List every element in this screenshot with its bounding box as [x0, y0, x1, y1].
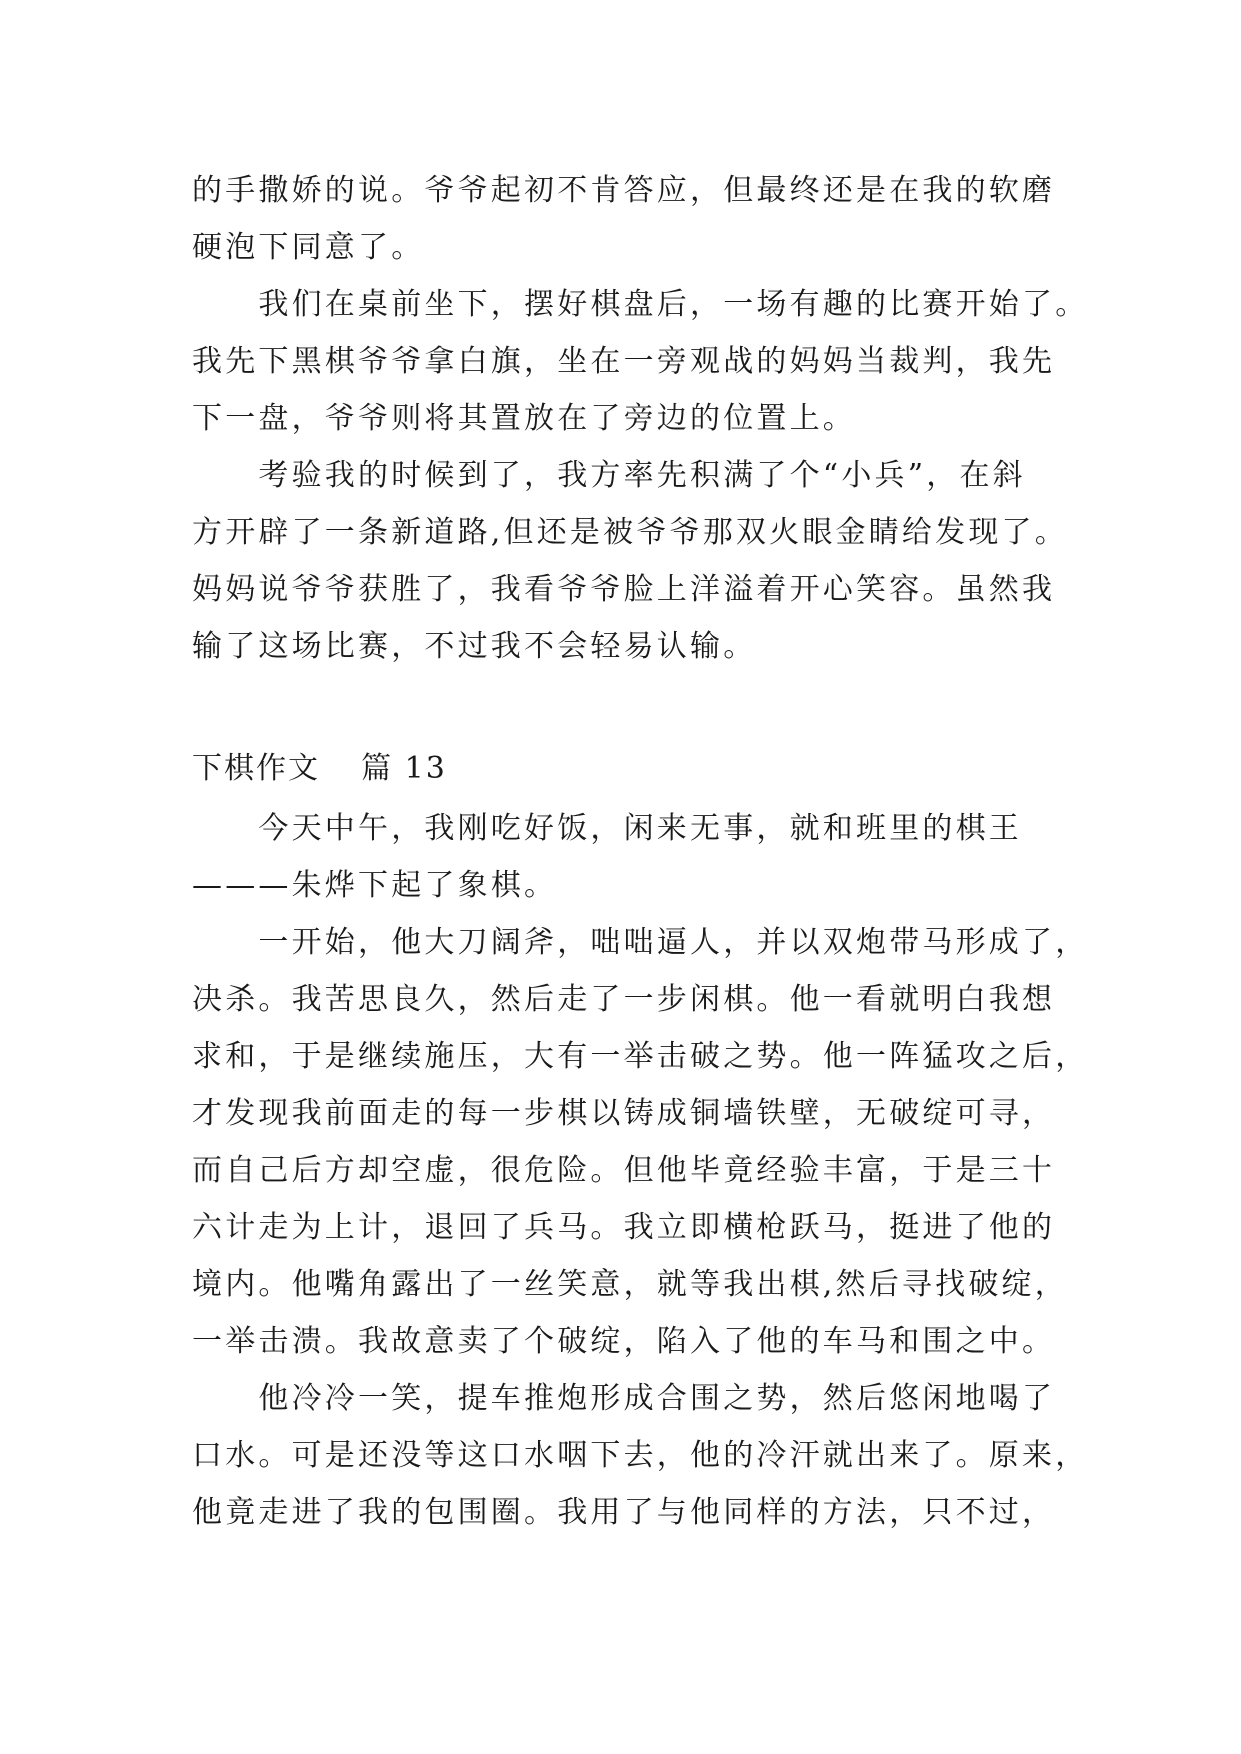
text-line: 方开辟了一条新道路,但还是被爷爷那双火眼金睛给发现了。: [192, 515, 1068, 550]
text-line: 妈妈说爷爷获胜了，我看爷爷脸上洋溢着开心笑容。虽然我: [192, 572, 1056, 607]
text-line: 我先下黑棋爷爷拿白旗，坐在一旁观战的妈妈当裁判，我先: [192, 344, 1056, 379]
text-line: 一开始，他大刀阔斧，咄咄逼人，并以双炮带马形成了，: [192, 925, 1089, 960]
text-line: 他竟走进了我的包围圈。我用了与他同样的方法，只不过，: [192, 1495, 1056, 1530]
essay-number: 篇 13: [361, 751, 447, 786]
text-line: 我们在桌前坐下，摆好棋盘后，一场有趣的比赛开始了。: [192, 287, 1089, 322]
text-line: 下一盘，爷爷则将其置放在了旁边的位置上。: [192, 401, 856, 436]
text-line: 六计走为上计，退回了兵马。我立即横枪跃马，挺进了他的: [192, 1210, 1056, 1245]
essay-heading: [192, 740, 447, 797]
text-line: 决杀。我苦思良久，然后走了一步闲棋。他一看就明白我想: [192, 982, 1056, 1017]
text-line: 的手撒娇的说。爷爷起初不肯答应，但最终还是在我的软磨: [192, 173, 1056, 208]
text-line: 口水。可是还没等这口水咽下去，他的冷汗就出来了。原来，: [192, 1438, 1089, 1473]
text-line: 今天中午，我刚吃好饭，闲来无事，就和班里的棋王: [192, 811, 1022, 846]
paragraph-block-1: [192, 162, 1089, 675]
text-line: ———朱烨下起了象棋。: [192, 868, 558, 903]
text-line: 考验我的时候到了，我方率先积满了个“小兵”，在斜: [192, 458, 1026, 493]
text-line: 境内。他嘴角露出了一丝笑意，就等我出棋,然后寻找破绽，: [192, 1267, 1068, 1302]
paragraph-block-2: [192, 800, 1089, 1541]
text-line: 求和，于是继续施压，大有一举击破之势。他一阵猛攻之后，: [192, 1039, 1089, 1074]
text-line: 而自己后方却空虚，很危险。但他毕竟经验丰富，于是三十: [192, 1153, 1056, 1188]
text-line: 才发现我前面走的每一步棋以铸成铜墙铁壁，无破绽可寻，: [192, 1096, 1056, 1131]
text-line: 他冷冷一笑，提车推炮形成合围之势，然后悠闲地喝了: [192, 1381, 1056, 1416]
text-line: 一举击溃。我故意卖了个破绽，陷入了他的车马和围之中。: [192, 1324, 1056, 1359]
text-line: 硬泡下同意了。: [192, 230, 425, 265]
text-line: 输了这场比赛，不过我不会轻易认输。: [192, 629, 757, 664]
essay-title: 下棋作文: [192, 751, 320, 786]
